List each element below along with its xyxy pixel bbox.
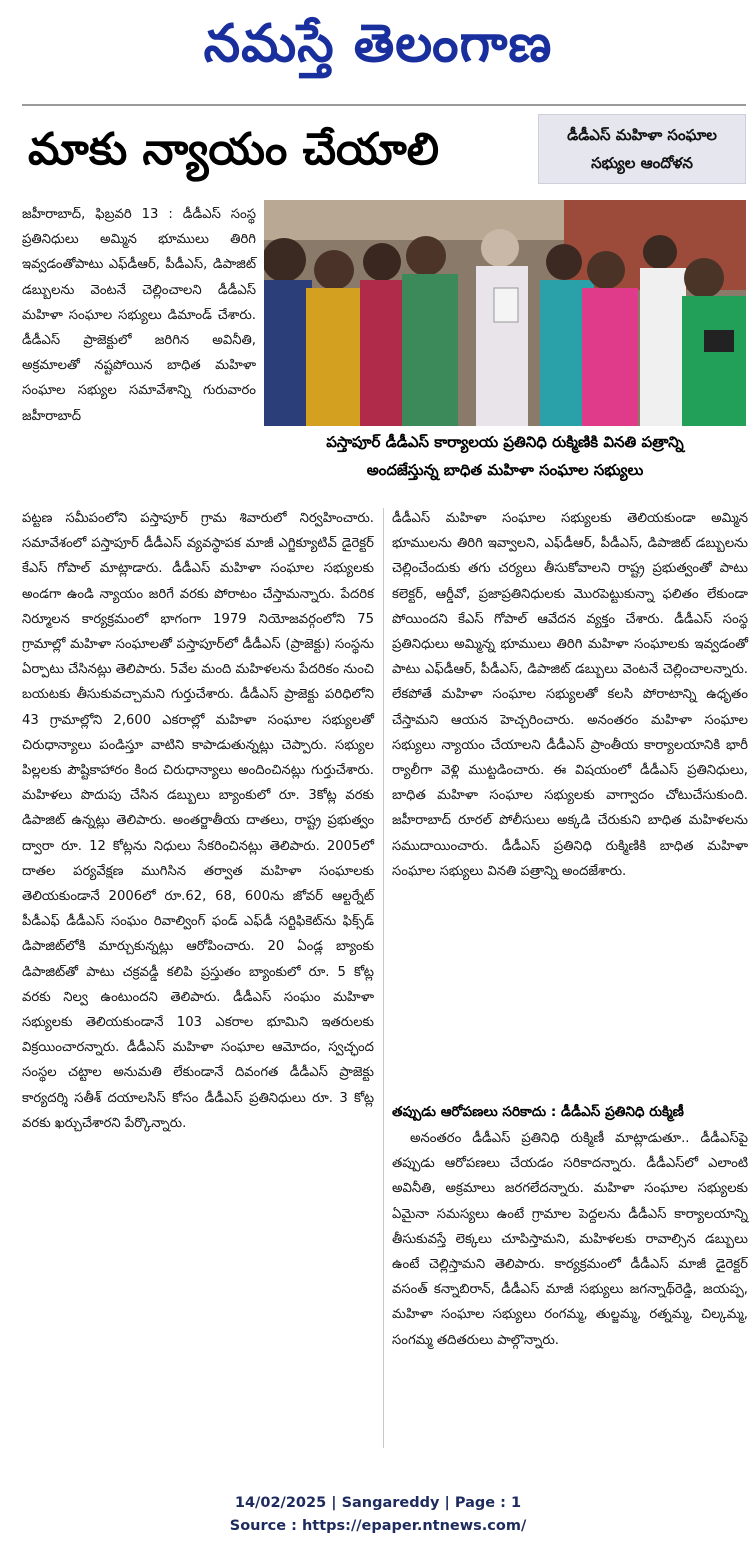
article-column-2-top: డీడీఎస్ మహిళా సంఘాల సభ్యులకు తెలియకుండా అమ్మిన భూములను తిరిగి ఇవ్వాలని, ఎఫ్‌డీఆర్, పీడీఎస్, డిపాజిట్ డబ్బులను చెల్లించేందుకు తగు చర్యలు తీసుకోవాలని రాష్ట్ర ప్రభుత్వంతో పాటు కలెక్టర్, ఆర్డీవో, ప్రజాప్రతినిధులకు మొరపెట్టుకున్నా ఫలితం లేకుండా పోయిందని కేఎస్ గోపాల్ ఆవేదన వ్యక్తం చేశారు. డీడీఎస్ సంస్థ ప్రతినిధులు అమ్మిన్న భూములు తిరిగి మహిళా సంఘాలకు ఇవ్వడంతో పాటు ఎఫ్‌డీఆర్, పీడీఎస్, డిపాజిట్ డబ్బులు వెంటనే చెల్లించాలన్నారు. లేకపోతే మహిళా సంఘాల సభ్యులతో కలసి పోరాటాన్ని ఉధృతం చేస్తామని ఆయన హెచ్చరించారు. అనంతరం మహిళా సంఘాల సభ్యులు న్యాయం చేయాలని డీడీఎస్ ప్రాంతీయ కార్యాలయానికి భారీ ర్యాలీగా వెళ్లి ముట్టడించారు. ఈ విషయంలో డీడీఎస్ ప్రతినిధులు, బాధిత మహిళా సంఘాల సభ్యులకు వాగ్వాదం చోటుచేసుకుంది. జహీరాబాద్ రూరల్ పోలీసులు అక్కడి చేరుకుని బాధిత మహిళలను సముదాయించారు. డీడీఎస్ ప్రతినిధి రుక్మిణికి బాధిత మహిళా సంఘాల సభ్యులు వినతి పత్రాన్ని అందజేశారు. — [392, 511, 748, 879]
photo-caption — [264, 428, 746, 488]
subheading: తప్పుడు ఆరోపణలు సరికాదు : డీడీఎస్ ప్రతినిధి రుక్మిణీ — [392, 1104, 684, 1120]
kicker-line-1: డీడీఎస్ మహిళా సంఘాల — [567, 126, 717, 144]
photo-caption-line-1: పస్తాపూర్ డీడీఎస్ కార్యాలయ ప్రతినిధి రుక్మిణికి వినతి పత్రాన్ని — [326, 433, 684, 451]
kicker-box — [538, 114, 746, 184]
photo-caption-line-2: అందజేస్తున్న బాధిత మహిళా సంఘాల సభ్యులు — [366, 461, 644, 479]
source-footer — [0, 1492, 756, 1538]
article-column-2-bottom: అనంతరం డీడీఎస్ ప్రతినిధి రుక్మిణీ మాట్లాడుతూ.. డీడీఎస్‌పై తప్పుడు ఆరోపణలు చేయడం సరికాదన్నారు. డీడీఎస్‌లో ఎలాంటి అవినీతి, అక్రమాలు జరగలేదన్నారు. మహిళా సంఘాల సభ్యులకు ఏమైనా సమస్యలు ఉంటే గ్రామాల పెద్దలను డీడీఎస్ కార్యాలయాన్ని తీసుకువస్తే లెక్కలు చూపిస్తామని, మహిళలకు రావాల్సిన డబ్బులు ఉంటే చెల్లిస్తామని తెలిపారు. కార్యక్రమంలో డీడీఎస్ మాజీ డైరెక్టర్ వసంత్ కన్నాబిరాన్, డీడీఎస్ మాజీ సభ్యులు జగన్నాథ్‌రెడ్డి, జయప్ప, మహిళా సంఘాల సభ్యులు రంగమ్మ, తుల్జమ్మ, రత్నమ్మ, చిల్కమ్మ, సంగమ్మ తదితరులు పాల్గొన్నారు. — [392, 1131, 748, 1348]
column-divider — [383, 508, 384, 1448]
article-column-1-bottom: పట్టణ సమీపంలోని పస్తాపూర్ గ్రామ శివారులో నిర్వహించారు. సమావేశంలో పస్తాపూర్ డీడీఎస్ వ్యవస్థాపక మాజీ ఎగ్జిక్యూటివ్ డైరెక్టర్ కేఎస్ గోపాల్ మాట్లాడారు. డీడీఎస్ మహిళా సంఘాల సభ్యులకు అండగా ఉండి న్యాయం జరిగే వరకు పోరాటం చేస్తామన్నారు. పేదరిక నిర్మూలన కార్యక్రమంలో భాగంగా 1979 నియోజవర్గంలోని 75 గ్రామాల్లో మహిళా సంఘాలతో పస్తాపూర్‌లో డీడీఎస్ (ప్రాజెక్టు) సంస్థను ఏర్పాటు చేసినట్లు తెలిపారు. 5వేల మంది మహిళలను పేదరికం నుంచి బయటకు తీసుకువచ్చామని గుర్తుచేశారు. డీడీఎస్ ప్రాజెక్టు పరిధిలోని 43 గ్రామాల్లోని 2,600 ఎకరాల్లో మహిళా సంఘాల సభ్యులతో చిరుధాన్యాలు పండిస్తూ వాటిని కాపాడుతున్నట్లు చెప్పారు. సభ్యుల పిల్లలకు పౌష్టికాహారం కింద చిరుధాన్యాలు అందించినట్లు గుర్తుచేశారు. మహిళలు పొదుపు చేసిన డబ్బులు బ్యాంకులో రూ. 3కోట్ల వరకు డిపాజిట్ ఉన్నట్లు తెలిపారు. అంతర్జాతీయ దాతలు, రాష్ట్ర ప్రభుత్వం ద్వారా రూ. 12 కోట్లను నిధులు సేకరించినట్లు తెలిపారు. 2005లో దాతల పర్యవేక్షణ ముగిసిన తర్వాత మహిళా సంఘాలకు తెలియకుండానే 2006లో రూ.62, 68, 600ను జోవర్ ఆల్టర్నేట్ పీడీఎఫ్ డీడీఎస్ సంఘం రివాల్వింగ్ ఫండ్ ఎఫ్‌డీ సర్టిఫికెట్‌ను ఫిక్స్‌డ్ డిపాజిట్‌లోకి మార్చుకున్నట్లు ఆరోపించారు. 20 ఏండ్ల బ్యాంకు డిపాజిట్‌తో పాటు చక్రవడ్డీ కలిపి ప్రస్తుతం బ్యాంకులో రూ. 5 కోట్ల వరకు నిల్వ ఉంటుందని తెలిపారు. డీడీఎస్ సంఘం మహిళా సభ్యులకు తెలియకుండానే 103 ఎకరాల భూమిని ఇతరులకు విక్రయించారన్నారు. డీడీఎస్ మహిళా సంఘాల ఆమోదం, స్వచ్ఛంద సంస్థల చట్టాల అనుమతి లేకుండానే దివంగత డీడీఎస్ ప్రాజెక్టు కార్యదర్శి సతీశ్ దయాలసిస్ కోసం డీడీఎస్ ప్రతినిధులు రూ. 3 కోట్ల వరకు ఖర్చుచేశారని పేర్కొన్నారు. — [22, 511, 374, 1131]
headline: మాకు న్యాయం చేయాలి — [28, 124, 439, 175]
masthead-rule — [22, 104, 746, 106]
footer-date-edition: 14/02/2025 | Sangareddy | Page : 1 — [234, 1495, 522, 1511]
news-photo — [264, 200, 746, 426]
article-column-1-top: జహీరాబాద్, ఫిబ్రవరి 13 : డీడీఎస్ సంస్థ ప్రతినిధులు అమ్మిన భూములు తిరిగి ఇవ్వడంతోపాటు ఎఫ్‌డీఆర్, పీడీఎస్, డిపాజిట్ డబ్బులను వెంటనే చెల్లించాలని డీడీఎస్ మహిళా సంఘాల సభ్యులు డిమాండ్ చేశారు. డీడీఎస్ ప్రాజెక్టులో జరిగిన అవినీతి, అక్రమాలతో నష్టపోయిన బాధిత మహిళా సంఘాల సభ్యుల సమావేశాన్ని గురువారం జహీరాబాద్ — [22, 207, 256, 424]
masthead: నమస్తే తెలంగాణ — [203, 13, 553, 74]
footer-source-link[interactable]: Source : https://epaper.ntnews.com/ — [229, 1518, 527, 1534]
kicker-line-2: సభ్యుల ఆందోళన — [591, 154, 693, 172]
